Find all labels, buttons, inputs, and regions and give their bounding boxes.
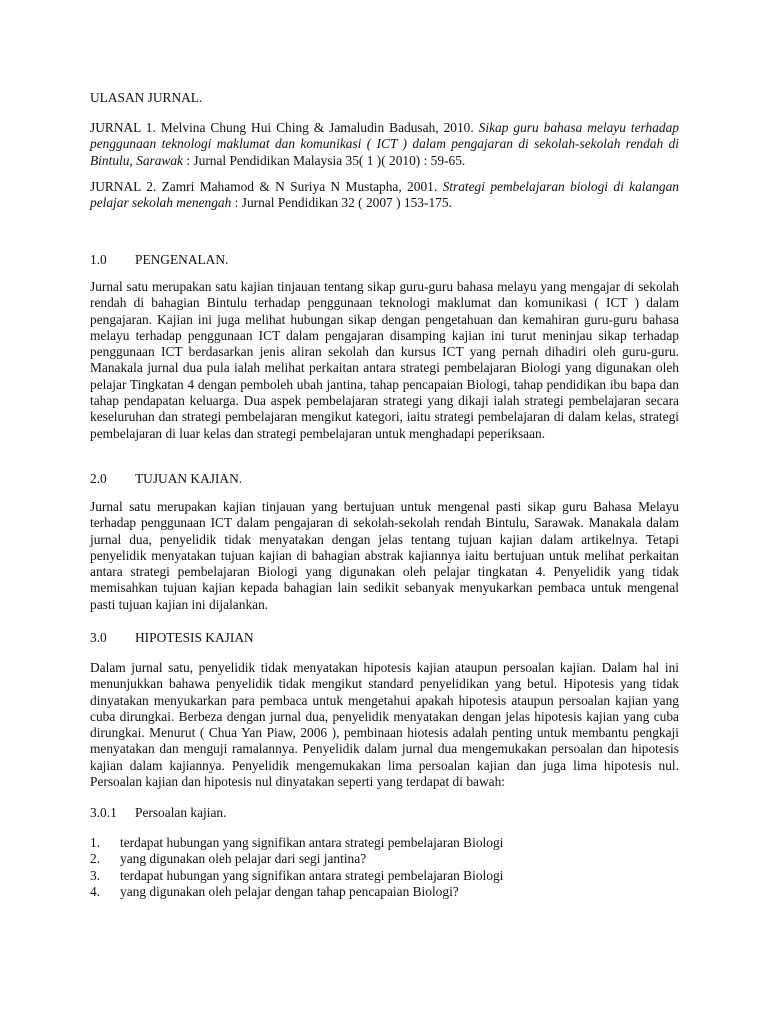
list-item-number: 1. [90, 835, 101, 850]
section-1-number: 1.0 [90, 252, 107, 267]
list-item-number: 2. [90, 851, 101, 867]
section-2-heading [90, 471, 679, 487]
section-2-number: 2.0 [90, 471, 107, 486]
research-questions-list [90, 835, 679, 900]
journal-1-source: : Jurnal Pendidikan Malaysia 35( 1 )( 2010) : 59-65. [183, 152, 466, 168]
section-2-title: TUJUAN KAJIAN. [135, 471, 243, 486]
journal-2-authors: Zamri Mahamod & N Suriya N Mustapha, 2001. [161, 179, 438, 194]
list-item [90, 835, 679, 851]
journal-1-title: Sikap guru bahasa melayu terhadap penggunaan teknologi maklumat dan komunikasi ( ICT ) dalam pengajaran di sekolah-sekolah rendah di Bintulu, Sarawak [90, 120, 679, 168]
list-item-text: terdapat hubungan yang signifikan antara strategi pembelajaran Biologi [120, 867, 504, 883]
section-3-heading [90, 630, 679, 646]
section-1-title: PENGENALAN. [135, 252, 229, 267]
section-3-number: 3.0 [90, 630, 107, 645]
section-2-body: Jurnal satu merupakan kajian tinjauan yang bertujuan untuk mengenal pasti sikap guru Bahasa Melayu terhadap penggunaan ICT dalam pengajaran di sekolah-sekolah rendah Bintulu, Sarawak. Manakala dalam jurnal dua, penyelidik tidak menyatakan dengan jelas tentang tujuan kajian dalam artikelnya. Tetapi penyelidik menyatakan tujuan kajian di bahagian abstrak kajiannya iaitu bertujuan untuk melihat perkaitan antara strategi pembelajaran Biologi yang digunakan oleh pelajar tingkatan 4. Penyelidik yang tidak memisahkan tujuan kajian kepada bahagian lain sedikit sebanyak menyukarkan pembaca untuk mengenal pasti tujuan kajian ini dijalankan. [90, 499, 679, 612]
section-1-heading [90, 252, 679, 268]
subsection-heading [90, 805, 679, 821]
list-item-text: yang digunakan oleh pelajar dengan tahap pencapaian Biologi? [120, 883, 459, 899]
journal-1-label: JURNAL 1. [90, 120, 156, 135]
document-title: ULASAN JURNAL. [90, 90, 203, 105]
journal-2-label: JURNAL 2. [90, 179, 157, 194]
list-item-text: yang digunakan oleh pelajar dari segi jantina? [120, 851, 367, 867]
journal-1-authors: Melvina Chung Hui Ching & Jamaludin Badusah, 2010. [160, 120, 474, 135]
section-1-body: Jurnal satu merupakan satu kajian tinjauan tentang sikap guru-guru bahasa melayu yang mengajar di sekolah rendah di bahagian Bintulu terhadap penggunaan teknologi maklumat dan komunikasi ( ICT ) dalam pengajaran. Kajian ini juga melihat hubungan sikap dengan pengetahuan dan kemahiran guru-guru bahasa melayu terhadap penggunaan ICT dalam pengajaran disamping kajian ini turut meninjau sikap terhadap penggunaan ICT berdasarkan jenis aliran sekolah dan kursus ICT yang pernah dihadiri oleh guru-guru. Manakala jurnal dua pula ialah melihat perkaitan antara strategi pembelajaran Biologi yang digunakan oleh pelajar Tingkatan 4 dengan pemboleh ubah jantina, tahap pencapaian Biologi, tahap pendidikan ibu bapa dan tahap pendapatan keluarga. Dua aspek pembelajaran strategi yang dikaji ialah strategi pembelajaran secara keseluruhan dan strategi pembelajaran mengikut kategori, iaitu strategi pembelajaran di dalam kelas, strategi pembelajaran di luar kelas dan strategi pembelajaran untuk menghadapi peperiksaan. [90, 279, 679, 441]
list-item-text: terdapat hubungan yang signifikan antara strategi pembelajaran Biologi [120, 835, 504, 850]
list-item-number: 3. [90, 867, 101, 883]
list-item [90, 851, 679, 867]
journal-1-reference [90, 120, 679, 169]
section-3-title: HIPOTESIS KAJIAN [135, 630, 254, 645]
journal-2-reference [90, 179, 679, 212]
list-item-number: 4. [90, 883, 101, 899]
subsection-number: 3.0.1 [90, 805, 117, 820]
subsection-title: Persoalan kajian. [135, 805, 227, 820]
section-3-body: Dalam jurnal satu, penyelidik tidak menyatakan hipotesis kajian ataupun persoalan kajian. Dalam hal ini menunjukkan bahawa penyelidik tidak mengikut standard penyelidikan yang betul. Hipotesis yang tidak dinyatakan menyukarkan para pembaca untuk mengetahui apakah hipotesis ataupun persoalan kajian yang cuba dirungkai. Berbeza dengan jurnal dua, penyelidik menyatakan dengan jelas hipotesis kajian yang cuba dirungkai. Menurut ( Chua Yan Piaw, 2006 ), pembinaan hiotesis adalah penting untuk membantu pengkaji menyatakan dan menguji ramalannya. Penyelidik dalam jurnal dua mengemukakan persoalan dan hipotesis kajian dalam kajiannya. Penyelidik mengemukakan lima persoalan kajian dan juga lima hipotesis nul. Persoalan kajian dan hipotesis nul dinyatakan seperti yang terdapat di bawah: [90, 660, 679, 790]
list-item [90, 868, 679, 884]
list-item [90, 884, 679, 900]
journal-2-source: : Jurnal Pendidikan 32 ( 2007 ) 153-175. [231, 195, 452, 211]
journal-2-title: Strategi pembelajaran biologi di kalangan pelajar sekolah menengah [90, 179, 679, 211]
